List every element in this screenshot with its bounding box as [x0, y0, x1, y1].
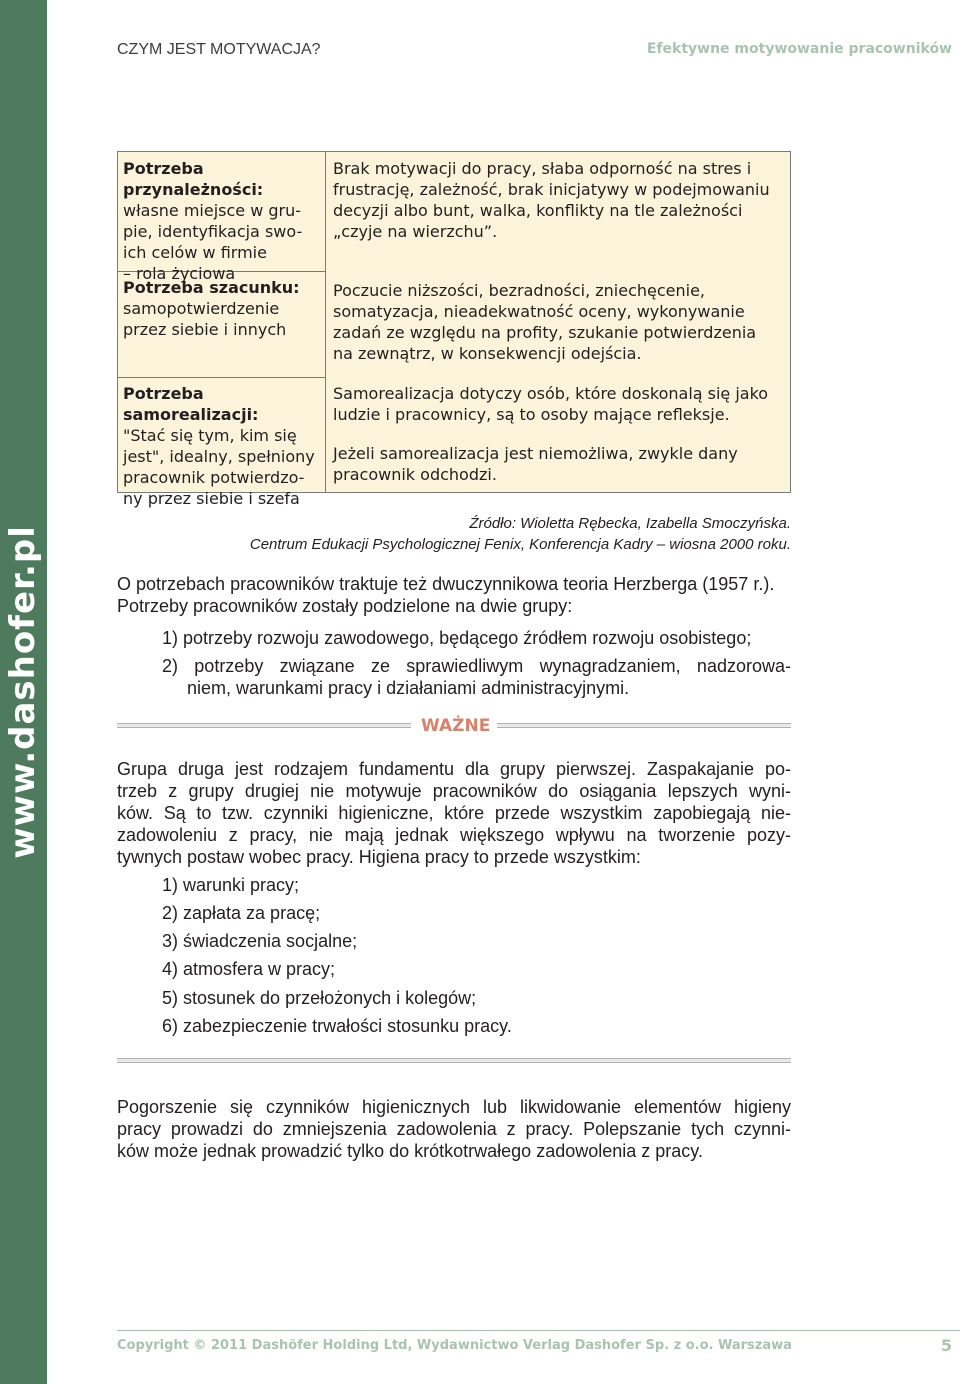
important-rule-left [117, 723, 411, 728]
need-cell-self-actualization [123, 383, 323, 509]
running-header-title: Efektywne motywowanie pracowników [646, 41, 952, 57]
effect-line: „czyje na wierzchu”. [333, 222, 498, 241]
need-cell-respect [123, 277, 323, 340]
need-title: Potrzeba szacunku: [123, 278, 300, 297]
side-band [0, 0, 47, 1384]
herzberg-intro-line: O potrzebach pracowników traktuje też dwuczynnikowa teoria Herzberga (1957 r.). [117, 574, 775, 594]
list-item: 4) atmosfera w pracy; [162, 959, 336, 979]
table-row-divider [118, 377, 325, 378]
need-line: ich celów w firmie [123, 243, 267, 262]
effect-line: pracownik odchodzi. [333, 465, 497, 484]
need-cell-belonging [123, 158, 323, 284]
list-item: 2) potrzeby związane ze sprawiedliwym wynagradzaniem, nadzorowa- [162, 656, 791, 676]
list-item: 3) świadczenia socjalne; [162, 931, 358, 951]
effect-line: na zewnątrz, w konsekwencji odejścia. [333, 344, 642, 363]
effect-cell-respect [333, 280, 783, 364]
running-header-chapter: CZYM JEST MOTYWACJA? [117, 41, 321, 58]
need-line: ny przez siebie i szefa [123, 489, 300, 508]
need-line: własne miejsce w gru- [123, 201, 302, 220]
need-title: Potrzeba samorealizacji: [123, 384, 259, 424]
effect-line: Jeżeli samorealizacja jest niemożliwa, zwykle dany [333, 444, 738, 463]
important-rule-right [497, 723, 791, 728]
need-line: przez siebie i innych [123, 320, 287, 339]
need-title: Potrzeba przynależności: [123, 159, 264, 199]
important-rule-bottom [117, 1058, 791, 1063]
table-divider [325, 152, 326, 492]
footer-copyright: Copyright © 2011 Dashöfer Holding Ltd, Wydawnictwo Verlag Dashofer Sp. z o.o. Warszawa [117, 1338, 792, 1353]
effect-line: Brak motywacji do pracy, słaba odporność na stres i [333, 159, 752, 178]
herzberg-groups-line: Potrzeby pracowników zostały podzielone na dwie grupy: [117, 596, 573, 616]
closing-para-line: pracy prowadzi do zmniejszenia zadowolenia z pracy. Polepszanie tych czynni- [117, 1119, 791, 1139]
need-line: pracownik potwierdzo- [123, 468, 305, 487]
need-line: pie, identyfikacja swo- [123, 222, 303, 241]
footer-rule [117, 1330, 960, 1331]
effect-cell-self-actualization [333, 383, 783, 485]
important-label: WAŻNE [421, 716, 491, 736]
list-item: 2) zapłata za pracę; [162, 903, 321, 923]
important-para-line: trzeb z grupy drugiej nie motywuje pracowników do osiągania lepszych wyni- [117, 781, 791, 801]
list-item: 1) warunki pracy; [162, 875, 300, 895]
effect-line: Poczucie niższości, bezradności, zniechęcenie, [333, 281, 706, 300]
effect-cell-belonging [333, 158, 783, 242]
important-para-line: ków. Są to tzw. czynniki higieniczne, które przede wszystkim zapobiegają nie- [117, 803, 791, 823]
page-number: 5 [940, 1336, 952, 1355]
need-line: jest", idealny, spełniony [123, 447, 315, 466]
closing-para-line: Pogorszenie się czynników higienicznych lub likwidowanie elementów higieny [117, 1097, 791, 1117]
need-line: "Stać się tym, kim się [123, 426, 297, 445]
source-line-2: Centrum Edukacji Psychologicznej Fenix, Konferencja Kadry – wiosna 2000 roku. [249, 536, 791, 553]
effect-line: somatyzacja, nieadekwatność oceny, wykonywanie [333, 302, 745, 321]
list-item: 5) stosunek do przełożonych i kolegów; [162, 988, 477, 1008]
effect-line: frustrację, zależność, brak inicjatywy w podejmowaniu [333, 180, 770, 199]
important-para-line: tywnych postaw wobec pracy. Higiena pracy to przede wszystkim: [117, 847, 641, 867]
important-para-line: Grupa druga jest rodzajem fundamentu dla grupy pierwszej. Zaspakajanie po- [117, 759, 791, 779]
watermark-url: www.dashofer.pl [3, 525, 43, 859]
list-item: 6) zabezpieczenie trwałości stosunku pracy. [162, 1016, 512, 1036]
need-line: samopotwierdzenie [123, 299, 280, 318]
effect-line: zadań ze względu na profity, szukanie potwierdzenia [333, 323, 757, 342]
list-item-continuation: niem, warunkami pracy i działaniami administracyjnymi. [187, 678, 630, 698]
effect-line: Samorealizacja dotyczy osób, które doskonalą się jako [333, 384, 769, 403]
needs-table [117, 151, 791, 508]
effect-line: ludzie i pracownicy, są to osoby mające refleksje. [333, 405, 730, 424]
source-line-1: Źródło: Wioletta Rębecka, Izabella Smoczyńska. [469, 515, 791, 532]
important-para-line: zadowoleniu z pracy, nie mają jednak większego wpływu na tworzenie pozy- [117, 825, 791, 845]
closing-para-line: ków może jednak prowadzić tylko do krótkotrwałego zadowolenia z pracy. [117, 1141, 703, 1161]
effect-line: decyzji albo bunt, walka, konflikty na tle zależności [333, 201, 743, 220]
need-line: – rola życiowa [123, 264, 236, 283]
list-item: 1) potrzeby rozwoju zawodowego, będącego źródłem rozwoju osobistego; [162, 628, 752, 648]
